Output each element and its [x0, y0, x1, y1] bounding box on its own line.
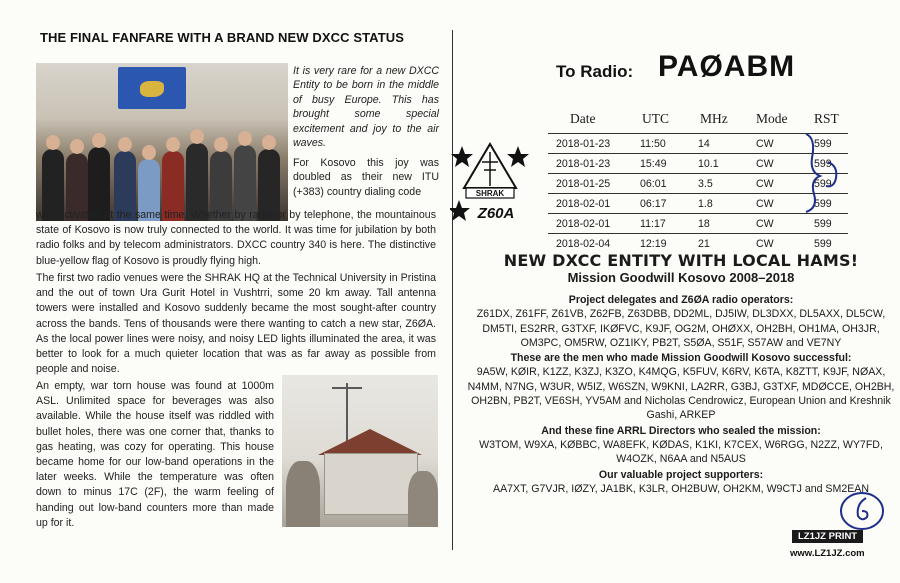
cell-rst: 599 [814, 174, 848, 194]
cell-rst: 599 [814, 134, 848, 154]
cell-date: 2018-01-23 [548, 154, 640, 174]
cell-rst: 599 [814, 214, 848, 234]
cell-utc: 15:49 [640, 154, 698, 174]
logo-text-bottom: Z60A [477, 205, 515, 222]
paragraph-3: An empty, war torn house was found at 1000m ASL. Unlimited space for beverages was also available. While the house itself was riddled with bullet holes, there was one corner that, thanks to gas heating, was cozy for operating. This house became home for our low-band operations in the later weeks. While the temperature was often down to minus 17C (2F), the warm feeling of handing out low-band counters more than made up for it. [36, 380, 274, 529]
kosovo-flag-icon [118, 67, 186, 109]
paragraph-1: was activated at the same time. Whether by radio or by telephone, the mountainous state of Kosovo is now truly connected to the world. It was time for jubilation by both radio folks and by telecom administrators. DXCC country 340 is here. The distinctive blue-yellow flag of Kosovo is proudly flying high. [36, 209, 436, 267]
cell-date: 2018-02-04 [548, 234, 640, 254]
cell-rst: 599 [814, 234, 848, 254]
group-photo [36, 63, 288, 221]
logo-text-top: SHRAK [475, 189, 505, 198]
arrl-title: And these fine ARRL Directors who sealed the mission: [541, 424, 821, 437]
cell-utc: 11:17 [640, 214, 698, 234]
col-mhz: MHz [700, 111, 728, 126]
callsign: PAØABM [658, 50, 796, 83]
right-column [467, 252, 895, 496]
arrl-list: W3TOM, W9XA, KØBBC, WA8EFK, KØDAS, K1KI, K7CEX, W6RGG, N2ZZ, WY7FD, W4OZK, N6AA and N5AUS [479, 438, 883, 466]
supporters-title: Our valuable project supporters: [598, 468, 764, 481]
cell-mhz: 14 [698, 134, 756, 154]
article-headline: THE FINAL FANFARE WITH A BRAND NEW DXCC STATUS [40, 30, 405, 45]
cell-mode: CW [756, 134, 814, 154]
cell-mhz: 10.1 [698, 154, 756, 174]
cell-mhz: 1.8 [698, 194, 756, 214]
shrak-logo [450, 142, 530, 224]
cell-utc: 06:01 [640, 174, 698, 194]
col-date: Date [570, 111, 596, 126]
cell-utc: 12:19 [640, 234, 698, 254]
cell-date: 2018-01-23 [548, 134, 640, 154]
cell-date: 2018-01-25 [548, 174, 640, 194]
paragraph-2: The first two radio venues were the SHRAK HQ at the Technical University in Pristina and the out of town Ura Gurit Hotel in Vushtrri, some 20 km away. Tall antenna towers were installed and Kosovo suddenly became the most sought-after country across the bands. Tens of thousands were there wanting to catch a new star, Z6ØA. As the local power lines were noisy, and noisy LED lights illuminated the area, it was better to look for a much quieter location that was as far away as possible from people and noise. [36, 272, 436, 376]
cell-mhz: 18 [698, 214, 756, 234]
supporters-list: AA7XT, G7VJR, IØZY, JA1BK, K3LR, OH2BUW, OH2KM, W9CTJ and SM2EAN [493, 482, 869, 495]
new-dxcc-heading: NEW DXCC ENTITY WITH LOCAL HAMS! [503, 251, 859, 270]
handwritten-bracket-icon [798, 128, 848, 218]
cell-mhz: 3.5 [698, 174, 756, 194]
col-mode: Mode [756, 111, 788, 126]
cell-utc: 11:50 [640, 134, 698, 154]
intro-italic: It is very rare for a new DXCC Entity to be born in the middle of busy Europe. This has brought some special excitement and joy to the air waves. [293, 65, 439, 150]
left-column [36, 30, 439, 529]
website-link: www.LZ1JZ.com [790, 548, 865, 559]
mission-heading: Mission Goodwill Kosovo 2008–2018 [567, 270, 795, 285]
cell-mode: CW [756, 194, 814, 214]
cell-mode: CW [756, 154, 814, 174]
cell-mode: CW [756, 234, 814, 254]
men-title: These are the men who made Mission Goodwill Kosovo successful: [510, 352, 852, 365]
delegates-title: Project delegates and Z6ØA radio operators: [568, 294, 794, 306]
cell-mode: CW [756, 174, 814, 194]
handwritten-six-icon [838, 490, 886, 532]
to-radio-label: To Radio: [556, 62, 634, 81]
column-divider [452, 30, 453, 550]
cell-rst: 599 [814, 154, 848, 174]
cell-utc: 06:17 [640, 194, 698, 214]
cell-mhz: 21 [698, 234, 756, 254]
print-badge: LZ1JZ PRINT [792, 530, 863, 543]
house-icon [324, 453, 418, 515]
house-photo [282, 375, 438, 527]
cell-date: 2018-02-01 [548, 194, 640, 214]
col-utc: UTC [642, 111, 669, 126]
col-rst: RST [814, 111, 839, 126]
men-list: 9A5W, KØIR, K1ZZ, K3ZJ, K3ZO, K4MQG, K5FUV, K6RV, K6TA, K8ZTT, K9JF, NØAX, N4MM, N7NG, W3UR, W5IZ, W6SZN, W9KNI, LA2RR, G3BJ, G3TXF, MDØCCE, OH2BH, OH2BN, PB2T, VE6SH, YV5AM and Nicholas Cendrowicz, European Union and Kreshnik Gashi, ARKEP [467, 366, 895, 422]
cell-date: 2018-02-01 [548, 214, 640, 234]
cell-rst: 599 [814, 194, 848, 214]
delegates-list: Z61DX, Z61FF, Z61VB, Z62FB, Z63DBB, DD2ML, DJ5IW, DL3DXX, DL5AXX, DL5CW, DM5TI, ES2RR, G3TXF, IKØFVC, K9JF, OG2M, OHØXX, OH2BH, OH1MA, OH3JR, OM3PC, OM5RW, OZ1IKY, PB2T, S5ØA, S51F, S57AW and VE7NY [476, 308, 886, 349]
cell-mode: CW [756, 214, 814, 234]
intro-normal: For Kosovo this joy was doubled as their new ITU (+383) country dialing code [293, 157, 439, 198]
